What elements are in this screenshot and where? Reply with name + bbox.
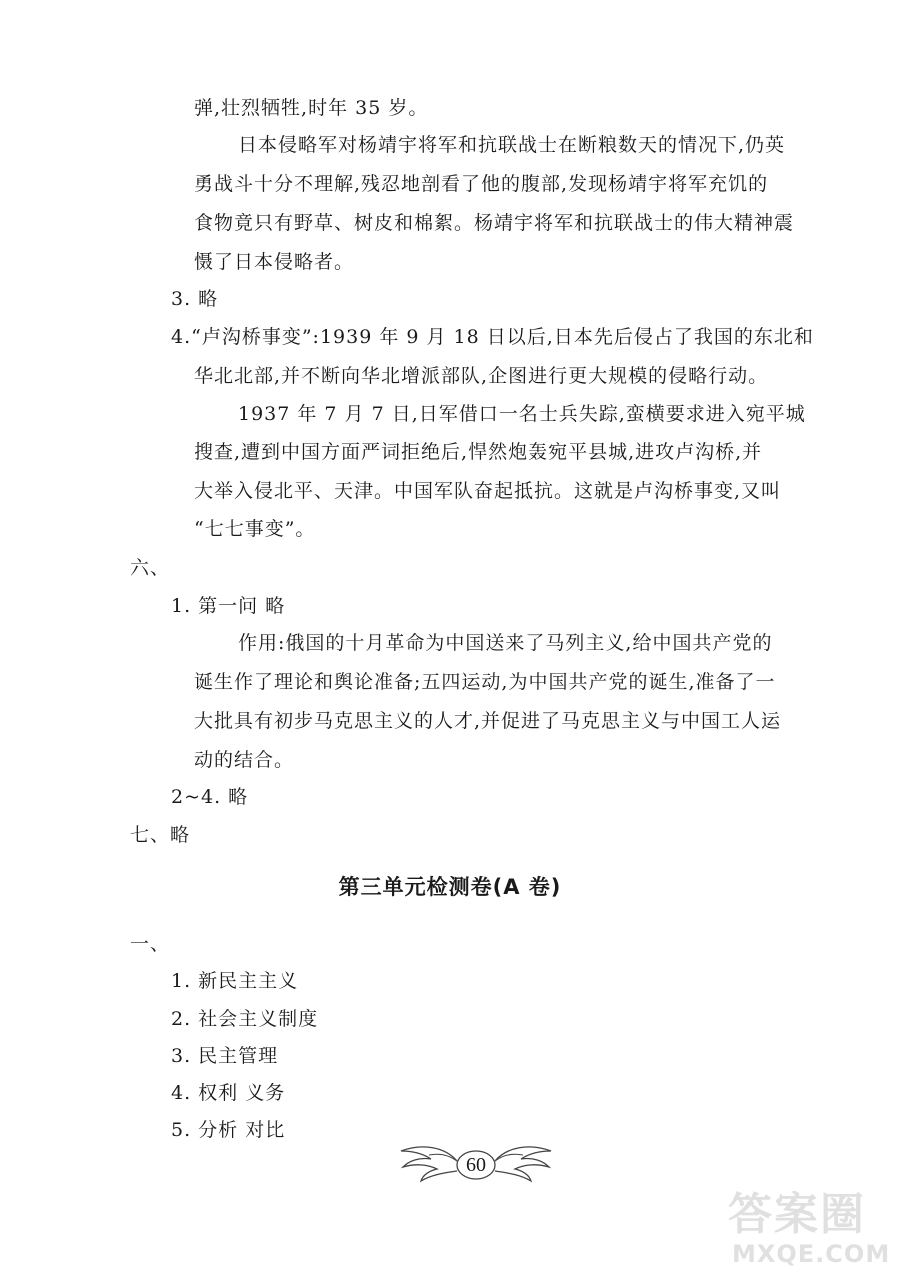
- answer-item: 3. 民主管理: [171, 1045, 279, 1067]
- answer-item: 4.“卢沟桥事变”:1939 年 9 月 18 日以后,日本先后侵占了我国的东北和: [171, 326, 814, 348]
- text-line: 慑了日本侵略者。: [194, 251, 355, 273]
- section-label: 一、: [130, 933, 171, 955]
- page-number-badge: [395, 1137, 557, 1197]
- text-line: 华北北部,并不断向华北增派部队,企图进行更大规模的侵略行动。: [194, 365, 769, 387]
- text-line: “七七事变”。: [194, 518, 316, 540]
- answer-item: 3. 略: [171, 288, 219, 310]
- text-line: 搜查,遭到中国方面严词拒绝后,悍然炮轰宛平县城,进攻卢沟桥,并: [194, 441, 763, 463]
- answer-item: 2. 社会主义制度: [171, 1008, 319, 1030]
- section-label: 七、略: [130, 824, 191, 846]
- text-line: 动的结合。: [194, 749, 295, 771]
- unit-title: 第三单元检测卷(A 卷): [338, 875, 562, 899]
- text-line: 日本侵略军对杨靖宇将军和抗联战士在断粮数天的情况下,仍英: [238, 134, 786, 156]
- section-label: 六、: [130, 557, 171, 579]
- watermark-url: MXQE.COM: [732, 1240, 891, 1268]
- text-line: 食物竟只有野草、树皮和棉絮。杨靖宇将军和抗联战士的伟大精神震: [194, 212, 795, 234]
- answer-item: 5. 分析 对比: [171, 1119, 286, 1141]
- answer-item: 1. 新民主主义: [171, 970, 299, 992]
- answer-item: 2~4. 略: [171, 786, 249, 808]
- text-line: 弹,壮烈牺牲,时年 35 岁。: [194, 97, 429, 119]
- answer-item: 1. 第一问 略: [171, 595, 286, 617]
- watermark: [718, 1190, 898, 1275]
- text-line: 1937 年 7 月 7 日,日军借口一名士兵失踪,蛮横要求进入宛平城: [238, 403, 806, 425]
- watermark-logo: 答案圈: [728, 1189, 866, 1240]
- text-line: 作用:俄国的十月革命为中国送来了马列主义,给中国共产党的: [238, 632, 773, 654]
- text-line: 勇战斗十分不理解,残忍地剖看了他的腹部,发现杨靖宇将军充饥的: [194, 173, 769, 195]
- answer-item: 4. 权利 义务: [171, 1082, 286, 1104]
- text-line: 诞生作了理论和舆论准备;五四运动,为中国共产党的诞生,准备了一: [194, 671, 776, 693]
- page-number: 60: [466, 1154, 486, 1176]
- text-line: 大举入侵北平、天津。中国军队奋起抵抗。这就是卢沟桥事变,又叫: [194, 480, 782, 502]
- text-line: 大批具有初步马克思主义的人才,并促进了马克思主义与中国工人运: [194, 710, 782, 732]
